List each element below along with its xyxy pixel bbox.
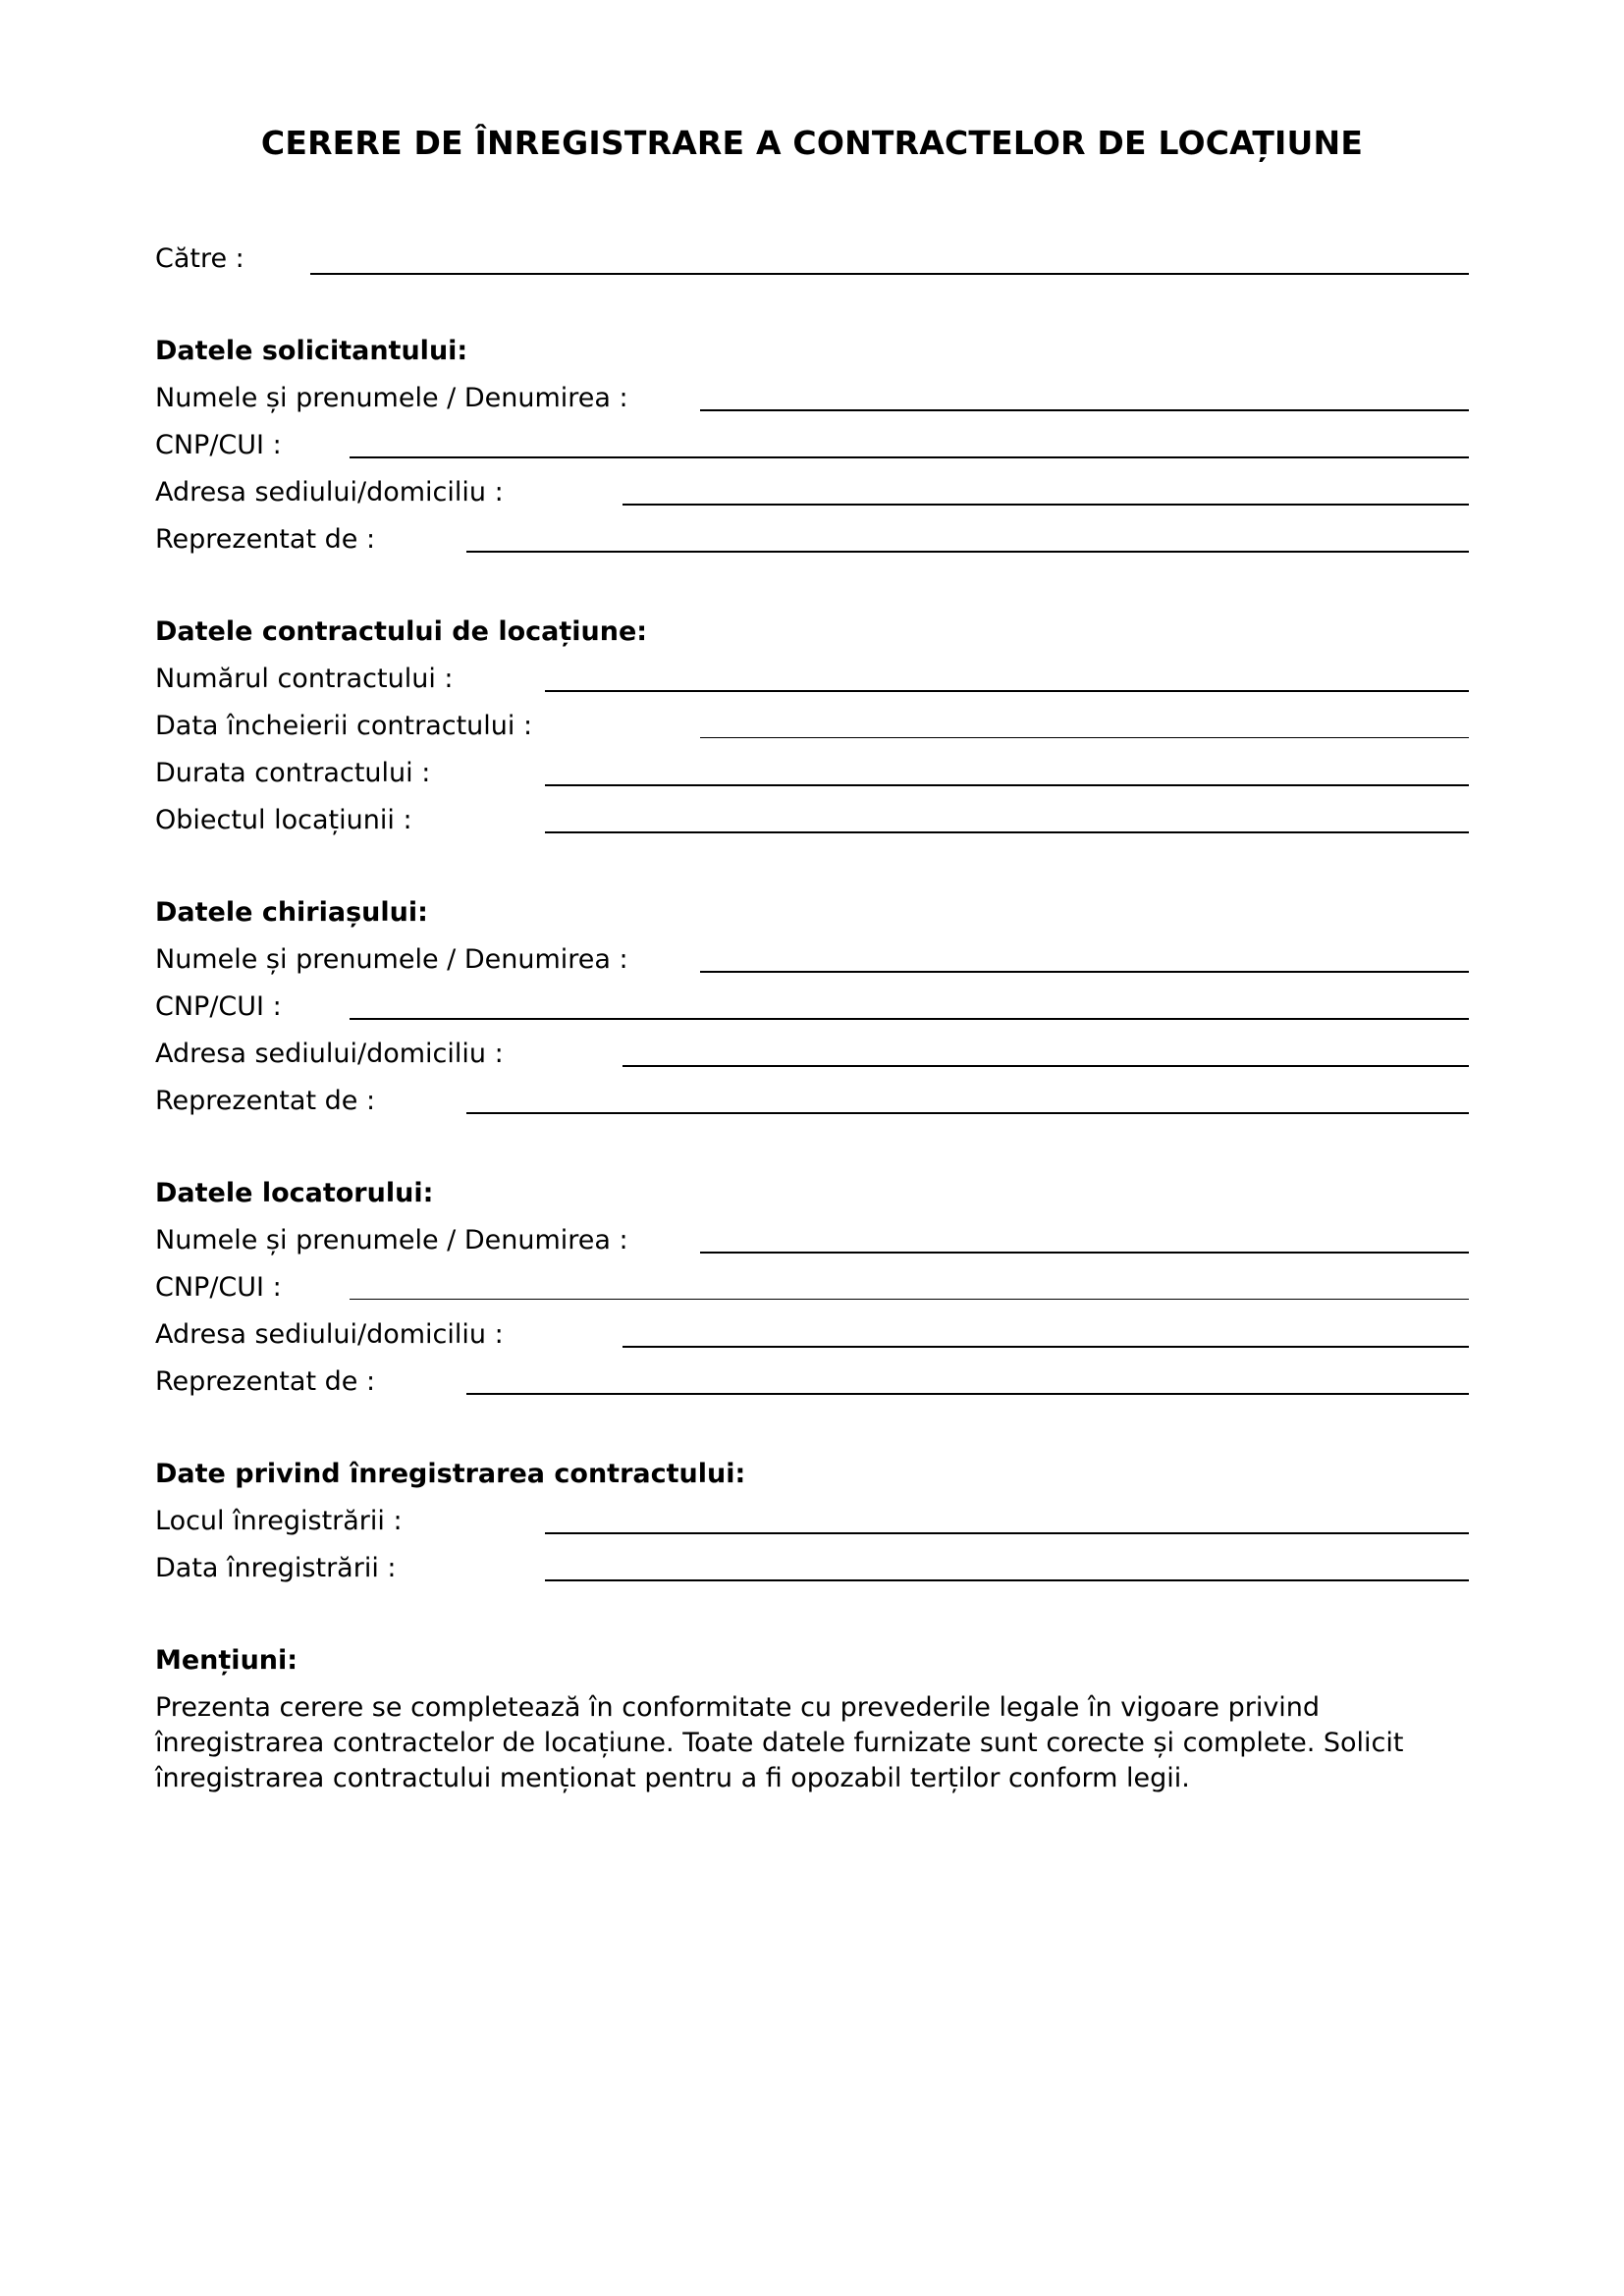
- contract-number-fill-line[interactable]: [545, 690, 1469, 692]
- contract-object-fill-line[interactable]: [545, 831, 1469, 833]
- chirias-representative-row: [155, 1078, 1469, 1125]
- section-heading-contract: Datele contractului de locațiune:: [155, 616, 648, 647]
- registration-place-fill-line[interactable]: [545, 1532, 1469, 1534]
- section-inregistrare: [155, 1451, 1469, 1592]
- mentiuni-line: înregistrarea contractului menționat pentru a fi opozabil terților conform legii.: [155, 1763, 1190, 1793]
- chirias-cnp-row: [155, 984, 1469, 1031]
- registration-place-row: [155, 1498, 1469, 1545]
- section-solicitant: [155, 328, 1469, 563]
- field-label: Adresa sediului/domiciliu :: [155, 477, 504, 507]
- document-title: CERERE DE ÎNREGISTRARE A CONTRACTELOR DE LOCAȚIUNE: [260, 124, 1364, 162]
- section-chirias: [155, 889, 1469, 1125]
- locator-representative-row: [155, 1359, 1469, 1406]
- field-label: Numele și prenumele / Denumirea :: [155, 383, 628, 413]
- locator-representative-fill-line[interactable]: [466, 1393, 1469, 1395]
- recipient-row: [155, 236, 1469, 283]
- recipient-label: Către :: [155, 243, 244, 274]
- locator-cnp-row: [155, 1264, 1469, 1311]
- locator-cnp-fill-line[interactable]: [350, 1299, 1469, 1300]
- locator-address-fill-line[interactable]: [623, 1346, 1469, 1348]
- solicitant-representative-fill-line[interactable]: [466, 551, 1469, 553]
- mentiuni-paragraph: [155, 1690, 1469, 1796]
- locator-address-row: [155, 1311, 1469, 1359]
- field-label: CNP/CUI :: [155, 991, 282, 1022]
- section-heading-locator: Datele locatorului:: [155, 1178, 434, 1208]
- field-label: Adresa sediului/domiciliu :: [155, 1039, 504, 1069]
- contract-number-row: [155, 656, 1469, 703]
- mentiuni-line: înregistrarea contractelor de locațiune. Toate datele furnizate sunt corecte și complete. Solicit: [155, 1728, 1404, 1758]
- section-contract: [155, 609, 1469, 844]
- field-label: Numele și prenumele / Denumirea :: [155, 1225, 628, 1255]
- chirias-address-fill-line[interactable]: [623, 1065, 1469, 1067]
- field-label: Reprezentat de :: [155, 524, 376, 555]
- field-label: CNP/CUI :: [155, 430, 282, 460]
- field-label: Reprezentat de :: [155, 1366, 376, 1397]
- solicitant-address-row: [155, 469, 1469, 516]
- chirias-cnp-fill-line[interactable]: [350, 1018, 1469, 1020]
- solicitant-name-row: [155, 375, 1469, 422]
- field-label: Data încheierii contractului :: [155, 711, 533, 741]
- solicitant-name-fill-line[interactable]: [700, 409, 1469, 411]
- contract-duration-fill-line[interactable]: [545, 784, 1469, 786]
- field-label: Numărul contractului :: [155, 664, 454, 694]
- section-locator: [155, 1170, 1469, 1406]
- chirias-representative-fill-line[interactable]: [466, 1112, 1469, 1114]
- mentiuni-line: Prezenta cerere se completează în conformitate cu prevederile legale în vigoare privind: [155, 1692, 1321, 1723]
- field-label: Obiectul locațiunii :: [155, 805, 412, 835]
- section-heading-mentiuni: Mențiuni:: [155, 1645, 298, 1676]
- contract-date-fill-line[interactable]: [700, 737, 1469, 738]
- chirias-name-fill-line[interactable]: [700, 971, 1469, 973]
- solicitant-cnp-row: [155, 422, 1469, 469]
- locator-name-fill-line[interactable]: [700, 1252, 1469, 1254]
- contract-duration-row: [155, 750, 1469, 797]
- section-mentiuni: [155, 1637, 1469, 1796]
- locator-name-row: [155, 1217, 1469, 1264]
- registration-date-fill-line[interactable]: [545, 1579, 1469, 1581]
- solicitant-cnp-fill-line[interactable]: [350, 456, 1469, 458]
- registration-date-row: [155, 1545, 1469, 1592]
- section-heading-chirias: Datele chiriașului:: [155, 897, 428, 928]
- field-label: CNP/CUI :: [155, 1272, 282, 1303]
- section-heading-inregistrare: Date privind înregistrarea contractului:: [155, 1459, 746, 1489]
- field-label: Adresa sediului/domiciliu :: [155, 1319, 504, 1350]
- contract-object-row: [155, 797, 1469, 844]
- field-label: Numele și prenumele / Denumirea :: [155, 944, 628, 975]
- field-label: Locul înregistrării :: [155, 1506, 403, 1536]
- contract-date-row: [155, 703, 1469, 750]
- field-label: Data înregistrării :: [155, 1553, 397, 1583]
- recipient-fill-line[interactable]: [310, 273, 1469, 275]
- solicitant-representative-row: [155, 516, 1469, 563]
- chirias-name-row: [155, 936, 1469, 984]
- section-heading-solicitant: Datele solicitantului:: [155, 336, 468, 366]
- field-label: Reprezentat de :: [155, 1086, 376, 1116]
- chirias-address-row: [155, 1031, 1469, 1078]
- field-label: Durata contractului :: [155, 758, 431, 788]
- solicitant-address-fill-line[interactable]: [623, 504, 1469, 506]
